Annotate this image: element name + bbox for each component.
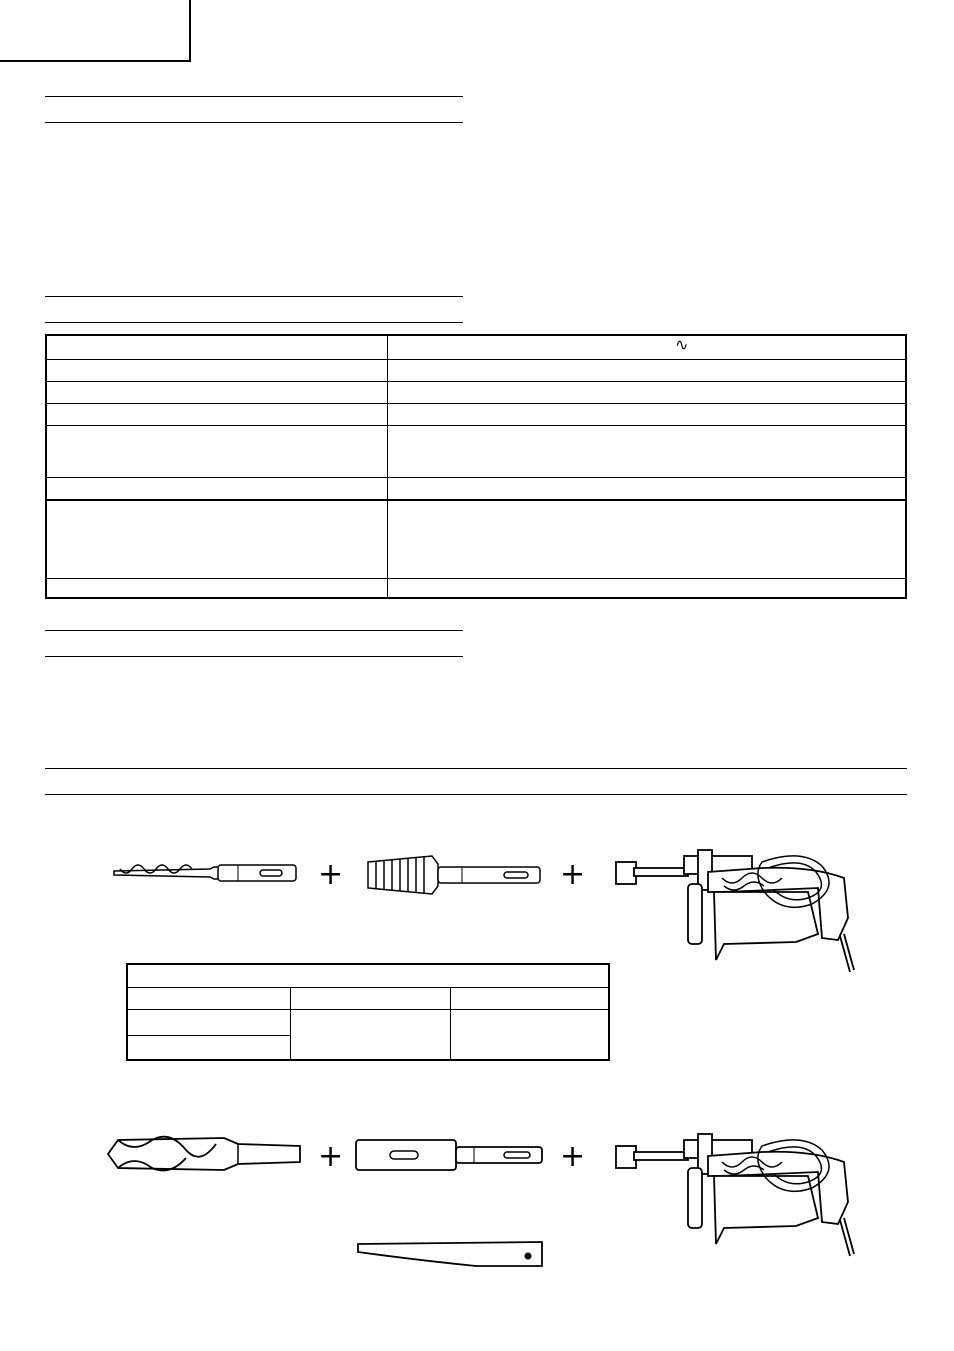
plus-sign: + — [318, 857, 344, 892]
section-rule-bottom — [45, 794, 907, 795]
section-rule-bottom — [45, 322, 463, 323]
hammer-drill-illustration — [612, 1132, 862, 1260]
table-column-divider — [290, 987, 291, 1059]
table-row — [47, 382, 905, 404]
table-row — [47, 426, 905, 478]
section-rule-top — [45, 96, 463, 97]
section-rule-bottom — [45, 122, 463, 123]
page-tab-box — [0, 0, 191, 62]
table-row-divider — [128, 1035, 290, 1036]
taper-adapter-illustration — [354, 1138, 546, 1172]
taper-shank-drill-bit-illustration — [104, 1132, 304, 1176]
bit-adapter-table — [126, 963, 610, 1061]
table-row — [47, 336, 905, 360]
section-rule-top — [45, 768, 907, 769]
plus-sign: + — [318, 1139, 344, 1174]
table-row — [47, 360, 905, 382]
table-column-divider — [450, 987, 451, 1059]
section-rule-top — [45, 630, 463, 631]
table-row-divider — [128, 987, 608, 988]
table-row — [47, 579, 905, 597]
plus-sign: + — [560, 1139, 586, 1174]
hammer-drill-illustration — [612, 848, 862, 976]
section-rule-top — [45, 296, 463, 297]
table-row — [47, 501, 905, 579]
table-row-divider — [128, 1009, 608, 1010]
cotter-wedge-illustration — [356, 1238, 546, 1270]
sds-drill-bit-illustration — [110, 855, 300, 891]
table-row — [47, 478, 905, 501]
dust-cup-adapter-illustration — [362, 852, 544, 898]
plus-sign: + — [560, 857, 586, 892]
table-row — [47, 404, 905, 426]
section-rule-bottom — [45, 656, 463, 657]
ac-current-symbol: ∿ — [675, 337, 689, 354]
specifications-table — [45, 334, 907, 599]
